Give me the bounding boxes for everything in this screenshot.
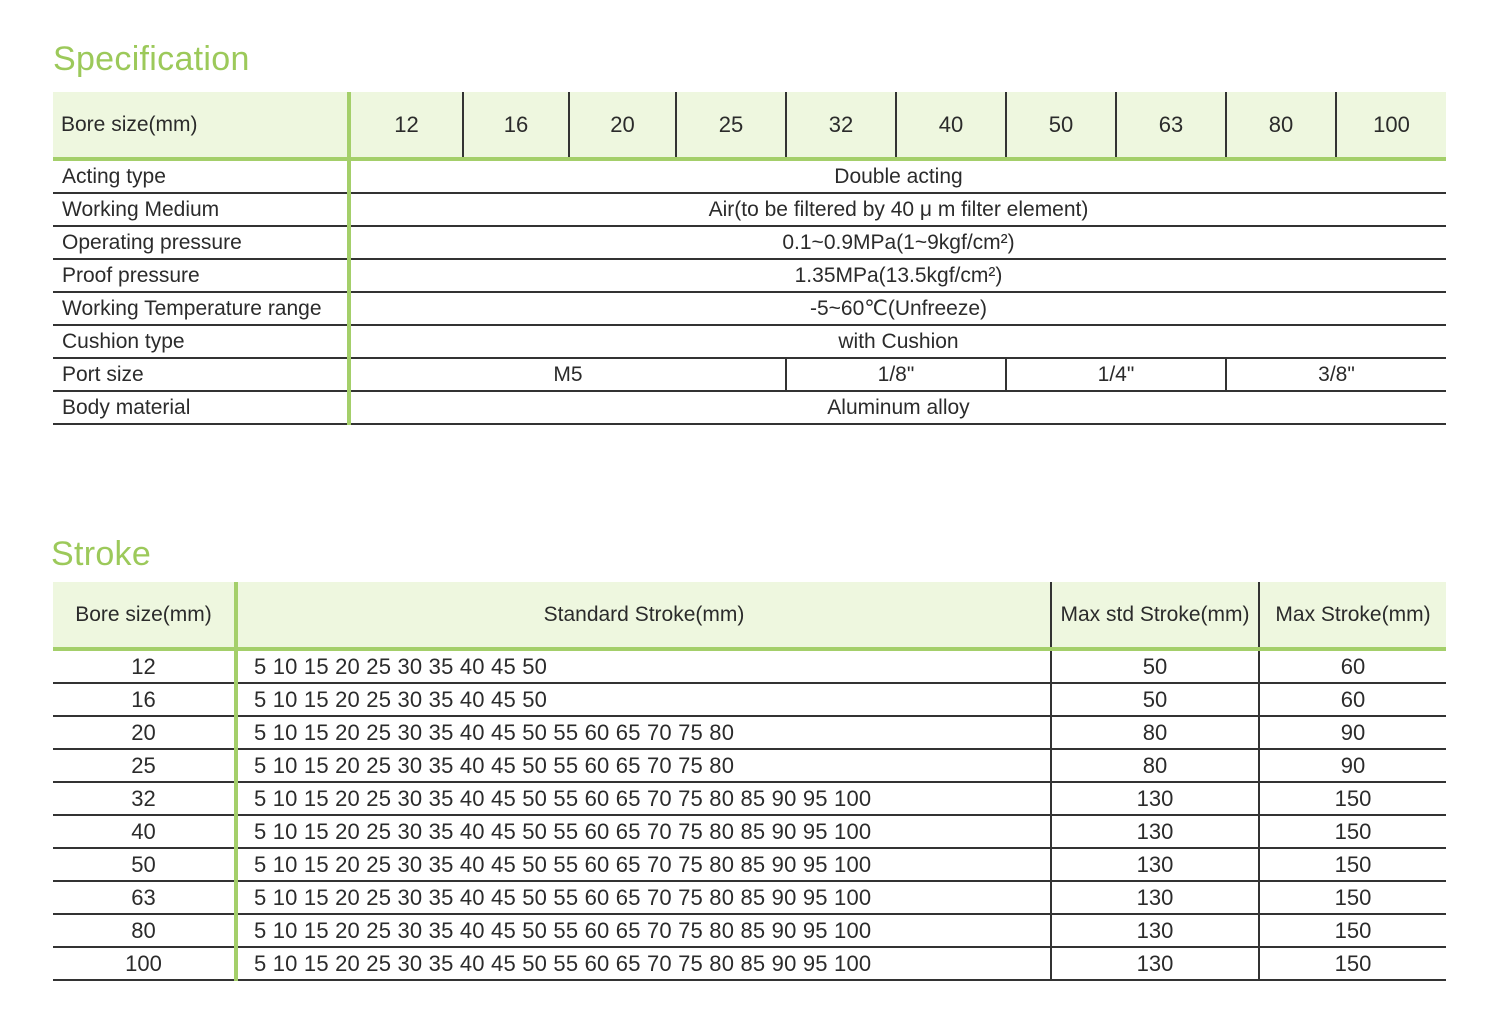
spec-value: 0.1~0.9MPa(1~9kgf/cm²) (349, 226, 1446, 259)
stroke-header-row (53, 582, 1446, 649)
spec-label: Working Temperature range (53, 292, 349, 325)
spec-label: Acting type (53, 159, 349, 193)
bore-size-cell: 100 (53, 947, 236, 980)
max-std-stroke-cell: 130 (1051, 947, 1259, 980)
stroke-header-bore: Bore size(mm) (53, 582, 236, 649)
specification-table (53, 92, 1446, 425)
spec-value: -5~60℃(Unfreeze) (349, 292, 1446, 325)
max-stroke-cell: 150 (1259, 947, 1446, 980)
max-std-stroke-cell: 130 (1051, 782, 1259, 815)
spec-value: 1.35MPa(13.5kgf/cm²) (349, 259, 1446, 292)
spec-row-temperature-range (53, 292, 1446, 325)
stroke-rows (53, 649, 1446, 980)
stroke-header-max: Max Stroke(mm) (1259, 582, 1446, 649)
spec-label: Port size (53, 358, 349, 391)
spec-row-acting-type (53, 159, 1446, 193)
bore-size-value: 16 (463, 92, 569, 159)
spec-label: Cushion type (53, 325, 349, 358)
bore-size-value: 100 (1336, 92, 1446, 159)
bore-size-header: Bore size(mm) (53, 92, 349, 159)
bore-size-cell: 40 (53, 815, 236, 848)
standard-stroke-cell: 5 10 15 20 25 30 35 40 45 50 55 60 65 70 75 80 85 90 95 100 (236, 815, 1051, 848)
standard-stroke-cell: 5 10 15 20 25 30 35 40 45 50 55 60 65 70 75 80 (236, 716, 1051, 749)
bore-size-value: 32 (786, 92, 896, 159)
stroke-row (53, 815, 1446, 848)
max-stroke-cell: 60 (1259, 683, 1446, 716)
bore-size-value: 63 (1116, 92, 1226, 159)
max-std-stroke-cell: 50 (1051, 683, 1259, 716)
max-std-stroke-cell: 130 (1051, 914, 1259, 947)
stroke-row (53, 848, 1446, 881)
bore-size-cell: 32 (53, 782, 236, 815)
stroke-row (53, 649, 1446, 683)
standard-stroke-cell: 5 10 15 20 25 30 35 40 45 50 55 60 65 70 75 80 85 90 95 100 (236, 914, 1051, 947)
spec-value: with Cushion (349, 325, 1446, 358)
stroke-header-max-std: Max std Stroke(mm) (1051, 582, 1259, 649)
spec-row-operating-pressure (53, 226, 1446, 259)
bore-size-value: 12 (349, 92, 463, 159)
port-size-value: 3/8" (1226, 358, 1446, 391)
spec-row-body-material (53, 391, 1446, 424)
max-stroke-cell: 150 (1259, 848, 1446, 881)
stroke-title: Stroke (51, 535, 152, 573)
bore-size-value: 50 (1006, 92, 1116, 159)
spec-label: Working Medium (53, 193, 349, 226)
stroke-row (53, 947, 1446, 980)
specification-title: Specification (53, 40, 250, 78)
standard-stroke-cell: 5 10 15 20 25 30 35 40 45 50 55 60 65 70 75 80 (236, 749, 1051, 782)
spec-row-port-size (53, 358, 1446, 391)
standard-stroke-cell: 5 10 15 20 25 30 35 40 45 50 (236, 649, 1051, 683)
specification-header-row (53, 92, 1446, 159)
standard-stroke-cell: 5 10 15 20 25 30 35 40 45 50 55 60 65 70 75 80 85 90 95 100 (236, 947, 1051, 980)
max-stroke-cell: 150 (1259, 881, 1446, 914)
spec-row-cushion-type (53, 325, 1446, 358)
stroke-table (53, 582, 1446, 981)
port-size-value: 1/8" (786, 358, 1006, 391)
stroke-header-standard: Standard Stroke(mm) (236, 582, 1051, 649)
max-stroke-cell: 150 (1259, 914, 1446, 947)
stroke-row (53, 749, 1446, 782)
bore-size-value: 80 (1226, 92, 1336, 159)
standard-stroke-cell: 5 10 15 20 25 30 35 40 45 50 55 60 65 70 75 80 85 90 95 100 (236, 782, 1051, 815)
bore-size-cell: 50 (53, 848, 236, 881)
spec-label: Proof pressure (53, 259, 349, 292)
bore-size-cell: 63 (53, 881, 236, 914)
stroke-row (53, 716, 1446, 749)
max-std-stroke-cell: 130 (1051, 848, 1259, 881)
stroke-row (53, 683, 1446, 716)
bore-size-cell: 16 (53, 683, 236, 716)
max-std-stroke-cell: 130 (1051, 881, 1259, 914)
max-std-stroke-cell: 130 (1051, 815, 1259, 848)
max-std-stroke-cell: 50 (1051, 649, 1259, 683)
stroke-row (53, 881, 1446, 914)
max-std-stroke-cell: 80 (1051, 716, 1259, 749)
spec-row-working-medium (53, 193, 1446, 226)
max-stroke-cell: 60 (1259, 649, 1446, 683)
bore-size-value: 40 (896, 92, 1006, 159)
bore-size-cell: 25 (53, 749, 236, 782)
max-stroke-cell: 150 (1259, 815, 1446, 848)
max-std-stroke-cell: 80 (1051, 749, 1259, 782)
bore-size-cell: 20 (53, 716, 236, 749)
port-size-value: 1/4" (1006, 358, 1226, 391)
bore-size-value: 25 (676, 92, 786, 159)
standard-stroke-cell: 5 10 15 20 25 30 35 40 45 50 (236, 683, 1051, 716)
spec-value: Double acting (349, 159, 1446, 193)
standard-stroke-cell: 5 10 15 20 25 30 35 40 45 50 55 60 65 70 75 80 85 90 95 100 (236, 848, 1051, 881)
spec-row-proof-pressure (53, 259, 1446, 292)
stroke-row (53, 914, 1446, 947)
spec-value: Aluminum alloy (349, 391, 1446, 424)
max-stroke-cell: 90 (1259, 716, 1446, 749)
spec-label: Operating pressure (53, 226, 349, 259)
max-stroke-cell: 90 (1259, 749, 1446, 782)
bore-size-cell: 12 (53, 649, 236, 683)
port-size-value: M5 (349, 358, 786, 391)
max-stroke-cell: 150 (1259, 782, 1446, 815)
spec-label: Body material (53, 391, 349, 424)
stroke-row (53, 782, 1446, 815)
standard-stroke-cell: 5 10 15 20 25 30 35 40 45 50 55 60 65 70 75 80 85 90 95 100 (236, 881, 1051, 914)
bore-size-value: 20 (569, 92, 676, 159)
bore-size-cell: 80 (53, 914, 236, 947)
spec-value: Air(to be filtered by 40 μ m filter element) (349, 193, 1446, 226)
